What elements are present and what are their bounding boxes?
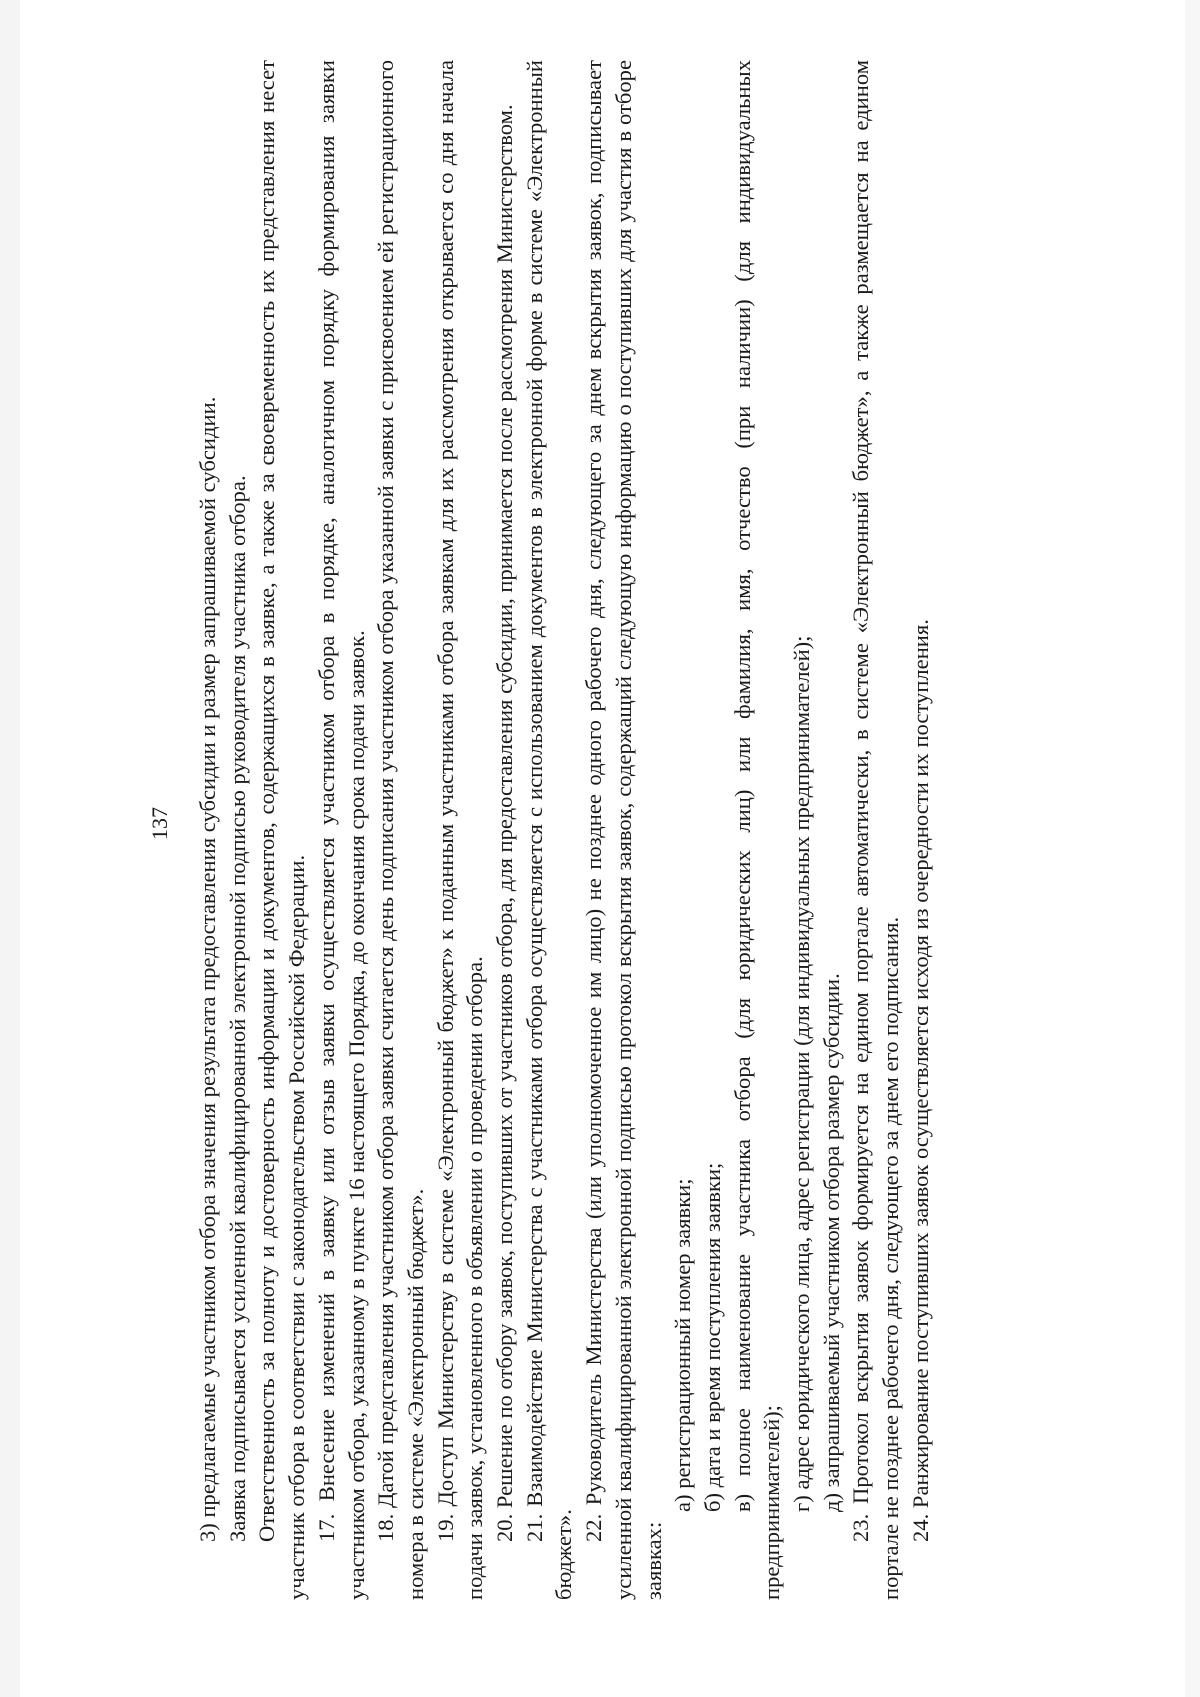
paragraph-signature: Заявка подписывается усиленной квалифицированной электронной подписью руководителя участника отбора. — [224, 475, 250, 1542]
paragraph-24: 24. Ранжирование поступивших заявок осуществляется исходя из очередности их поступления. — [907, 619, 933, 1542]
document-body — [193, 60, 936, 1600]
scan-edge-left — [0, 0, 20, 1697]
list-item-v: в) полное наименование участника отбора (для юридических лиц) или фамилия, имя, отчество (при наличии) (для индивидуальных предпринимателей); — [729, 60, 785, 1600]
paragraph-19: 19. Доступ Министерству в системе «Электронный бюджет» к поданным участниками отбора заявкам для их рассмотрения открывается со дня начала подачи заявок, установленного в объявлении о проведении отбора. — [432, 60, 488, 1600]
paragraph-22: 22. Руководитель Министерства (или уполномоченное им лицо) не позднее одного рабочего дня, следующего за днем вскрытия заявок, подписывает усиленной квалифицированной электронной подписью протокол вскрытия заявок, содержащий следующую информацию о поступивших для участия в отборе заявках: — [581, 60, 666, 1600]
list-item-a: а) регистрационный номер заявки; — [670, 1178, 696, 1512]
rotated-content — [125, 60, 985, 1600]
list-item-d: д) запрашиваемый участником отбора размер субсидии. — [818, 973, 844, 1512]
list-item-g: г) адрес юридического лица, адрес регистрации (для индивидуальных предпринимателей); — [789, 635, 815, 1512]
scan-edge-right — [1185, 0, 1200, 1697]
paragraph-23: 23. Протокол вскрытия заявок формируется на едином портале автоматически, в системе «Электронный бюджет», а также размещается на едином портале не позднее рабочего дня, следующего за днем его подписания. — [848, 60, 904, 1600]
list-item-b: б) дата и время поступления заявки; — [699, 1162, 725, 1512]
paragraph-21: 21. Взаимодействие Министерства с участниками отбора осуществляется с использованием документов в электронной форме в системе «Электронный бюджет». — [521, 60, 577, 1600]
page-number: 137 — [147, 807, 172, 840]
paragraph-item-3: 3) предлагаемые участником отбора значения результата предоставления субсидии и размер запрашиваемой субсидии. — [195, 396, 220, 1542]
paragraph-17: 17. Внесение изменений в заявку или отзыв заявки осуществляется участником отбора в порядке, аналогичном порядку формирования заявки участником отбора, указанному в пункте 16 настоящего Порядка, до окончания срока подачи заявок. — [313, 60, 369, 1600]
paragraph-18: 18. Датой представления участником отбора заявки считается день подписания участником отбора указанной заявки с присвоением ей регистрационного номера в системе «Электронный бюджет». — [373, 60, 428, 1600]
paragraph-20: 20. Решение по отбору заявок, поступивших от участников отбора, для предоставления субсидии, принимается после рассмотрения Министерством. — [492, 104, 518, 1542]
paragraph-responsibility: Ответственность за полноту и достоверность информации и документов, содержащихся в заявке, а также за своевременность их представления несет участник отбора в соответствии с законодательством Российской Федерации. — [254, 60, 310, 1600]
